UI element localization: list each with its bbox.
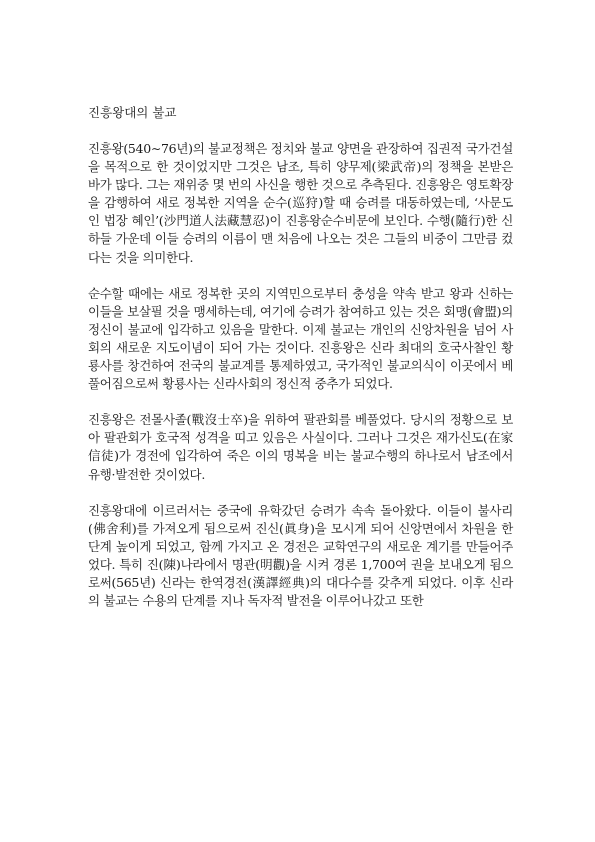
document-title: 진흥왕대의 불교 — [88, 105, 177, 120]
paragraph-3: 진흥왕은 전몰사졸(戰沒士卒)을 위하여 팔관회를 베풀었다. 당시의 정황으로 보아 팔관회가 호국적 성격을 띠고 있음은 사실이다. 그러나 그것은 재가신도(在家信徒)가 경전에 입각하여 죽은 이의 명복을 비는 불교수행의 하나로서 남조에서 유행·발전한 것이었다. — [88, 412, 513, 482]
paragraph-2: 순수할 때에는 새로 정복한 곳의 지역민으로부터 충성을 약속 받고 왕과 신하는 이들을 보살필 것을 맹세하는데, 여기에 승려가 참여하고 있는 것은 회맹(會盟)의 정신이 불교에 입각하고 있음을 말한다. 이제 불교는 개인의 신앙차원을 넘어 사회의 새로운 지도이념이 되어 가는 것이다. 진흥왕은 신라 최대의 호국사찰인 황룡사를 창건하여 전국의 불교계를 통제하였고, 국가적인 불교의식이 이곳에서 베풀어짐으로써 황룡사는 신라사회의 정신적 중추가 되었다. — [88, 285, 513, 392]
paragraph-4: 진흥왕대에 이르러서는 중국에 유학갔던 승려가 속속 돌아왔다. 이들이 불사리(佛舍利)를 가져오게 됨으로써 진신(眞身)을 모시게 되어 신앙면에서 차원을 한 단계 높이게 되었고, 함께 가지고 온 경전은 교학연구의 새로운 계기를 만들어주었다. 특히 진(陳)나라에서 명관(明觀)을 시켜 경론 1,700여 권을 보내오게 됨으로써(565년) 신라는 한역경전(漢譯經典)의 대다수를 갖추게 되었다. 이후 신라의 불교는 수용의 단계를 지나 독자적 발전을 이루어나갔고 또한 — [88, 502, 513, 609]
document-page — [88, 104, 513, 628]
paragraph-1: 진흥왕(540∼76년)의 불교정책은 정치와 불교 양면을 관장하여 집권적 국가건설을 목적으로 한 것이었지만 그것은 남조, 특히 양무제(梁武帝)의 정책을 본받은 바가 많다. 그는 재위중 몇 번의 사신을 행한 것으로 추측된다. 진흥왕은 영토확장을 감행하여 새로 정복한 지역을 순수(巡狩)할 때 승려를 대동하였는데, ‘사문도인 법장 혜인’(沙門道人法藏慧忍)이 진흥왕순수비문에 보인다. 수행(隨行)한 신하들 가운데 이들 승려의 이름이 맨 처음에 나오는 것은 그들의 비중이 그만큼 컸다는 것을 의미한다. — [88, 141, 513, 265]
